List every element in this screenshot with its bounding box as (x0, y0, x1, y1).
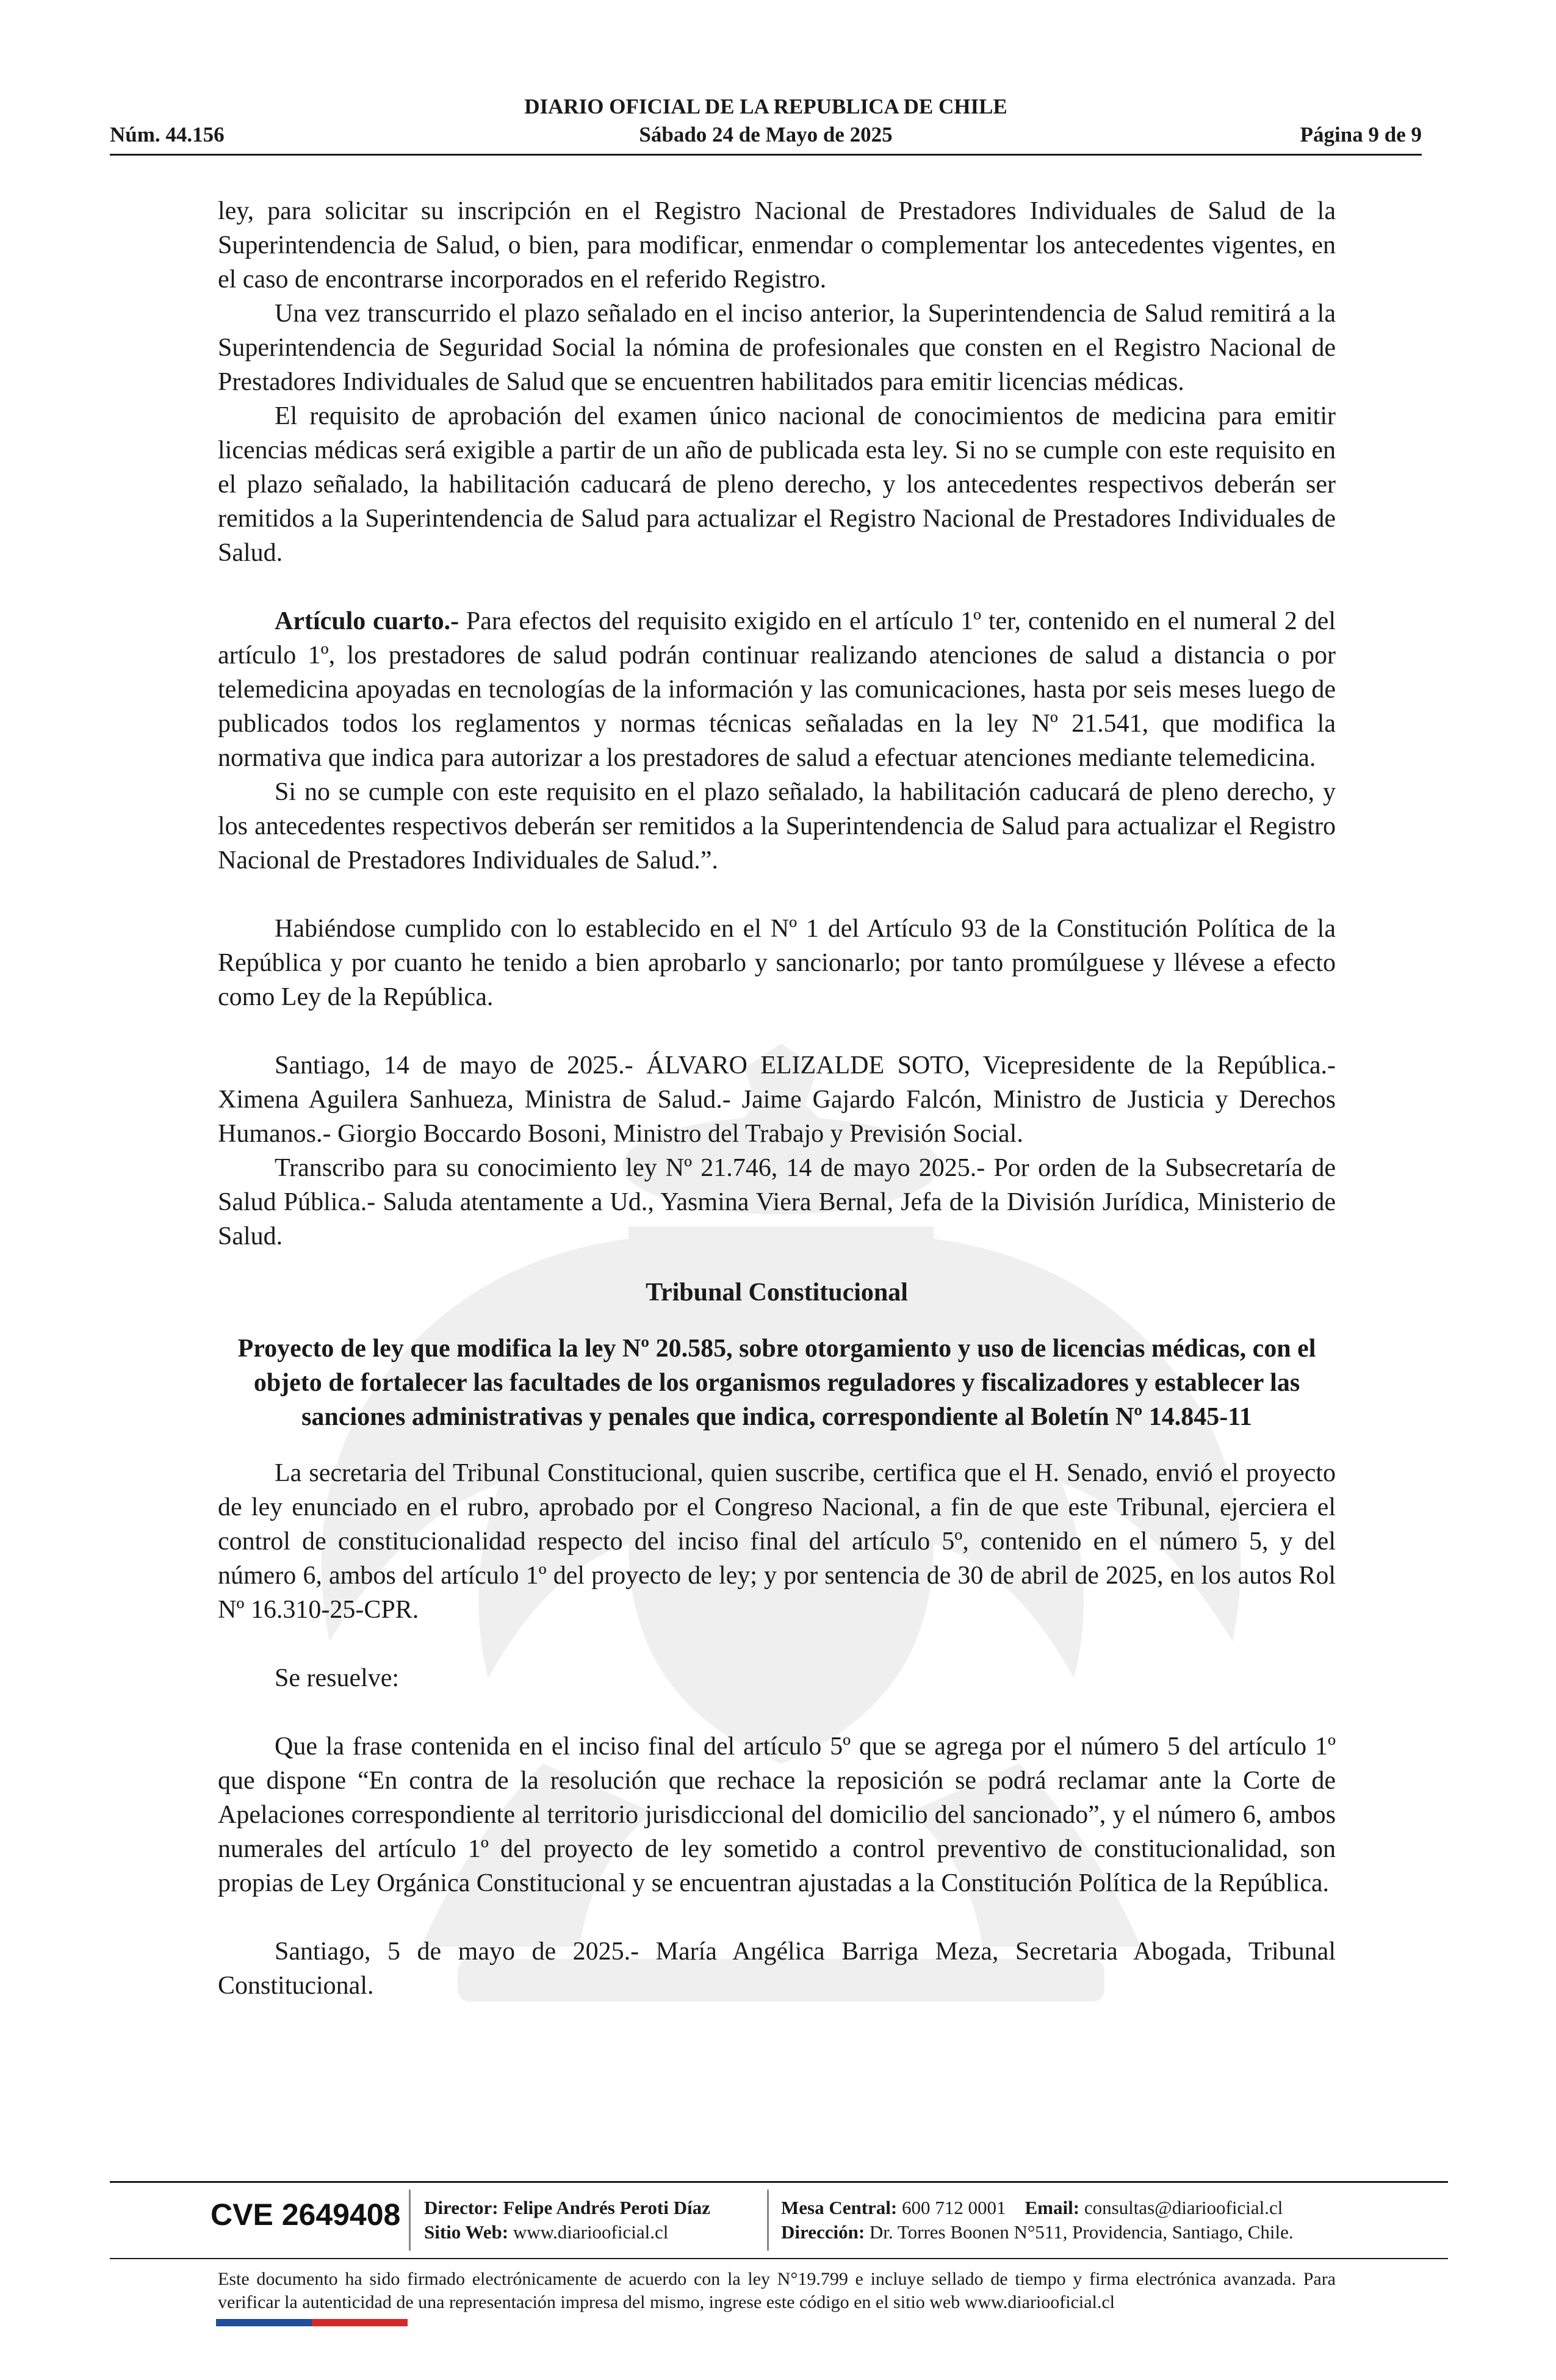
article-fourth (218, 604, 1336, 775)
document-body (218, 194, 1336, 2003)
page-header (110, 95, 1422, 156)
footer-director-block (424, 2196, 710, 2245)
closing-signature: Santiago, 5 de mayo de 2025.- María Angélica Barriga Meza, Secretaria Abogada, Tribunal Constitucional. (218, 1938, 1336, 2000)
email-link[interactable]: consultas@diariooficial.cl (1079, 2197, 1283, 2218)
article-label: Artículo cuarto.- (275, 607, 459, 635)
email-label: Email: (1025, 2197, 1080, 2218)
address-label: Dirección: (781, 2221, 865, 2243)
director-label: Director: (424, 2197, 499, 2218)
footer-separator (409, 2190, 411, 2251)
page-number: Página 9 de 9 (1300, 123, 1422, 146)
resolution-heading: Se resuelve: (275, 1664, 400, 1692)
flag-red-segment (312, 2319, 408, 2326)
issue-date: Sábado 24 de Mayo de 2025 (639, 123, 893, 146)
footer-separator (767, 2190, 769, 2251)
site-label: Sitio Web: (424, 2221, 509, 2243)
newspaper-title: DIARIO OFICIAL DE LA REPUBLICA DE CHILE (524, 95, 1007, 118)
header-divider (110, 154, 1422, 156)
legal-notice: Este documento ha sido firmado electrónicamente de acuerdo con la ley N°19.799 e incluye sellado de tiempo y firma electrónica avanzada. Para verificar la autenticidad de una representación impresa del mismo, ingrese este código en el sitio web www.diariooficial.cl (218, 2269, 1336, 2312)
mesa-value: 600 712 0001 (897, 2197, 1006, 2218)
site-link[interactable]: www.diariooficial.cl (508, 2221, 669, 2243)
director-value: Felipe Andrés Peroti Díaz (498, 2197, 710, 2218)
transcription-paragraph: Transcribo para su conocimiento ley Nº 21.746, 14 de mayo 2025.- Por orden de la Subsecretaría de Salud Pública.- Saluda atentamente a Ud., Yasmina Viera Bernal, Jefa de la División Jurídica, Ministerio de Salud. (218, 1154, 1336, 1250)
address-value: Dr. Torres Boonen N°511, Providencia, Santiago, Chile. (865, 2221, 1294, 2243)
signatures-paragraph: Santiago, 14 de mayo de 2025.- ÁLVARO ELIZALDE SOTO, Vicepresidente de la República.- Ximena Aguilera Sanhueza, Ministra de Salud.- Jaime Gajardo Falcón, Ministro de Justicia y Derechos Humanos.- Giorgio Boccardo Bosoni, Ministro del Trabajo y Previsión Social. (218, 1051, 1336, 1148)
paragraph: Una vez transcurrido el plazo señalado en el inciso anterior, la Superintendencia de Salud remitirá a la Superintendencia de Seguridad Social la nómina de profesionales que consten en el Registro Nacional de Prestadores Individuales de Salud que se encuentren habilitados para emitir licencias médicas. (218, 300, 1336, 396)
bill-title: Proyecto de ley que modifica la ley Nº 20.585, sobre otorgamiento y uso de licencias médicas, con el objeto de fortalecer las facultades de los organismos reguladores y fiscalizadores y establecer las sanciones administrativas y penales que indica, correspondiente al Boletín Nº 14.845-11 (237, 1335, 1316, 1431)
promulgation-paragraph: Habiéndose cumplido con lo establecido en el Nº 1 del Artículo 93 de la Constitución Política de la República y por cuanto he tenido a bien aprobarlo y sancionarlo; por tanto promúlguese y llévese a efecto como Ley de la República. (218, 915, 1336, 1011)
issue-number: Núm. 44.156 (110, 123, 225, 146)
paragraph: Si no se cumple con este requisito en el plazo señalado, la habilitación caducará de pleno derecho, y los antecedentes respectivos deberán ser remitidos a la Superintendencia de Salud para actualizar el Registro Nacional de Prestadores Individuales de Salud.”. (218, 778, 1336, 874)
cve-code: CVE 2649408 (211, 2198, 401, 2232)
section-title: Tribunal Constitucional (646, 1278, 908, 1307)
flag-color-bar (216, 2319, 408, 2326)
paragraph: El requisito de aprobación del examen único nacional de conocimientos de medicina para emitir licencias médicas será exigible a partir de un año de publicada esta ley. Si no se cumple con este requisito en el plazo señalado, la habilitación caducará de pleno derecho, y los antecedentes respectivos deberán ser remitidos a la Superintendencia de Salud para actualizar el Registro Nacional de Prestadores Individuales de Salud. (218, 402, 1336, 567)
paragraph: ley, para solicitar su inscripción en el Registro Nacional de Prestadores Individuales de Salud de la Superintendencia de Salud, o bien, para modificar, enmendar o complementar los antecedentes vigentes, en el caso de encontrarse incorporados en el referido Registro. (218, 197, 1336, 294)
paragraph: La secretaria del Tribunal Constitucional, quien suscribe, certifica que el H. Senado, envió el proyecto de ley enunciado en el rubro, aprobado por el Congreso Nacional, a fin de que este Tribunal, ejerciera el control de constitucionalidad respecto del inciso final del artículo 5º, contenido en el número 5, y del número 6, ambos del artículo 1º del proyecto de ley; y por sentencia de 30 de abril de 2025, en los autos Rol Nº 16.310-25-CPR. (218, 1459, 1336, 1624)
footer-divider-top (110, 2181, 1448, 2183)
flag-blue-segment (216, 2319, 312, 2326)
resolution-paragraph: Que la frase contenida en el inciso final del artículo 5º que se agrega por el número 5 del artículo 1º que dispone “En contra de la resolución que rechace la reposición se podrá reclamar ante la Corte de Apelaciones correspondiente al territorio jurisdiccional del domicilio del sancionado”, y el número 6, ambos numerales del artículo 1º del proyecto de ley sometido a control preventivo de constitucionalidad, son propias de Ley Orgánica Constitucional y se encuentran ajustadas a la Constitución Política de la República. (218, 1733, 1336, 1897)
article-text: Para efectos del requisito exigido en el artículo 1º ter, contenido en el numeral 2 del artículo 1º, los prestadores de salud podrán continuar realizando atenciones de salud a distancia o por telemedicina apoyadas en tecnologías de la información y las comunicaciones, hasta por seis meses luego de publicados todos los reglamentos y normas técnicas señaladas en la ley Nº 21.541, que modifica la normativa que indica para autorizar a los prestadores de salud a efectuar atenciones mediante telemedicina. (218, 607, 1336, 772)
footer-divider-bottom (110, 2258, 1448, 2259)
mesa-label: Mesa Central: (781, 2197, 898, 2218)
footer-contact-block (781, 2196, 1294, 2245)
page-footer (110, 2190, 1448, 2257)
